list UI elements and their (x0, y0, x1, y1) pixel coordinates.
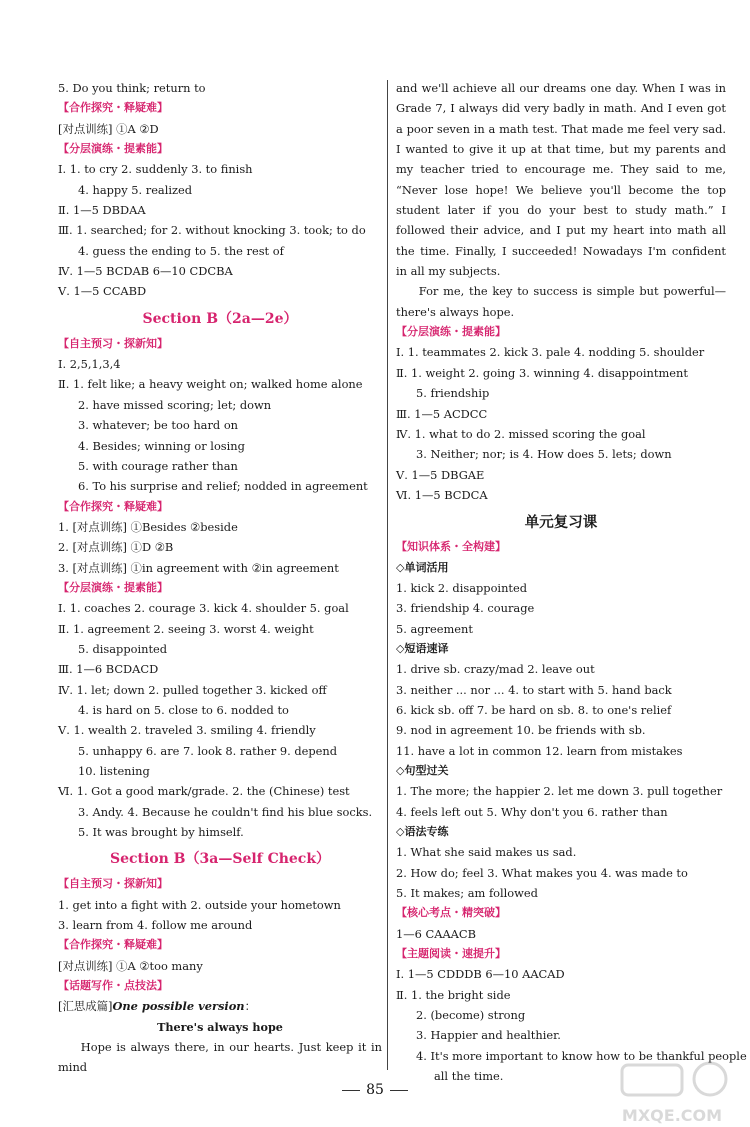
sample-version-line (58, 996, 382, 1016)
section-tag: 【分层演练・提素能】 (58, 580, 168, 594)
answer-line: Ⅵ. 1—5 BCDCA (396, 487, 488, 502)
essay-paragraph-2: For me, the key to success is simple but powerful—there's always hope. (396, 284, 726, 319)
answer-line: 4. happy 5. realized (78, 182, 193, 197)
section-tag: 【分层演练・提素能】 (396, 325, 506, 339)
answer-line: 3. Happier and healthier. (416, 1028, 561, 1043)
answer-line: 11. have a lot in common 12. learn from mistakes (396, 743, 683, 758)
column-divider (387, 80, 388, 1070)
section-tag: 【合作探究・释疑难】 (58, 499, 168, 513)
essay-body: and we'll achieve all our dreams one day. When I was in Grade 7, I always did very badly in math. And I even got a poor seven in a math test. That made me feel very sad. I wanted to give it up at that time, but my parents and my teacher tried to encourage me. They said to me, “Never lose hope! We believe you'll become the top student later if you do your best to study math.” I followed their advice, and I put my heart into math all the time. Finally, I succeeded! Nowadays I'm confident in all my subjects. (396, 81, 726, 279)
answer-line: 4. guess the ending to 5. the rest of (78, 243, 284, 258)
section-tag: 【主题阅读・速提升】 (396, 947, 506, 961)
answer-line: 1. [对点训练] ①Besides ②beside (58, 519, 238, 534)
answer-line: 3. Andy. 4. Because he couldn't find his blue socks. (78, 804, 373, 819)
answer-line: 9. nod in agreement 10. be friends with sb. (396, 723, 646, 738)
section-tag: 【自主预习・探新知】 (58, 877, 168, 891)
answer-line: 1. What she said makes us sad. (396, 845, 577, 860)
answer-line: Ⅴ. 1—5 DBGAE (396, 467, 485, 482)
sample-version-title: One possible version (112, 999, 245, 1014)
answer-line: 2. have missed scoring; let; down (78, 397, 272, 412)
answer-line: Ⅳ. 1. what to do 2. missed scoring the goal (396, 426, 646, 441)
page-number-text: 85 (366, 1082, 384, 1098)
unit-review-heading: 单元复习课 (524, 515, 598, 532)
sample-colon: ： (244, 999, 256, 1014)
answer-line: 5. It was brought by himself. (78, 825, 244, 840)
answer-line: [对点训练] ①A ②too many (58, 958, 203, 973)
answer-line: Ⅲ. 1—6 BCDACD (58, 662, 159, 677)
answer-line: Ⅲ. 1. searched; for 2. without knocking 3. took; to do (58, 223, 366, 238)
answer-line: Ⅱ. 1. agreement 2. seeing 3. worst 4. weight (58, 621, 314, 636)
answer-line: all the time. (434, 1069, 504, 1084)
essay-title: There's always hope (157, 1019, 283, 1034)
subsection-heading: ◇短语速译 (396, 641, 449, 655)
answer-line: 6. kick sb. off 7. be hard on sb. 8. to one's relief (396, 702, 672, 717)
answer-line: Ⅰ. 1—5 CDDDB 6—10 AACAD (396, 967, 565, 982)
section-tag: 【核心考点・精突破】 (396, 906, 506, 920)
answer-line: 3. learn from 4. follow me around (58, 918, 253, 933)
answer-line: 5. It makes; am followed (396, 886, 538, 901)
subsection-heading: ◇语法专练 (396, 825, 449, 839)
answer-line: 1—6 CAAACB (396, 926, 476, 941)
page-dash-right (390, 1090, 408, 1091)
section-heading: Section B（2a—2e） (142, 310, 298, 327)
answer-line: Ⅱ. 1—5 DBDAA (58, 203, 146, 218)
answer-line: Ⅱ. 1. weight 2. going 3. winning 4. disappointment (396, 365, 688, 380)
answer-line: 3. [对点训练] ①in agreement with ②in agreement (58, 560, 339, 575)
answer-line: Ⅰ. 1. coaches 2. courage 3. kick 4. shoulder 5. goal (58, 601, 349, 616)
section-tag: 【合作探究・释疑难】 (58, 101, 168, 115)
essay-paragraph-continued (396, 78, 726, 322)
answer-line: Ⅳ. 1—5 BCDAB 6—10 CDCBA (58, 264, 233, 279)
answer-line: Ⅱ. 1. the bright side (396, 987, 511, 1002)
answer-line: 3. friendship 4. courage (396, 601, 535, 616)
answer-line: Ⅳ. 1. let; down 2. pulled together 3. kicked off (58, 682, 327, 697)
answer-line: 3. whatever; be too hard on (78, 418, 239, 433)
answer-line: 4. feels left out 5. Why don't you 6. rather than (396, 804, 668, 819)
section-tag: 【自主预习・探新知】 (58, 336, 168, 350)
answer-line: 2. (become) strong (416, 1008, 526, 1023)
watermark-logo (602, 1057, 742, 1127)
answer-line: 1. kick 2. disappointed (396, 580, 528, 595)
answer-line: Ⅰ. 1. teammates 2. kick 3. pale 4. nodding 5. shoulder (396, 345, 705, 360)
section-tag: 【话题写作・点技法】 (58, 979, 168, 993)
answer-line: Ⅰ. 2,5,1,3,4 (58, 357, 121, 372)
subsection-heading: ◇单词活用 (396, 560, 449, 574)
answer-line: Ⅵ. 1. Got a good mark/grade. 2. the (Chinese) test (58, 784, 350, 799)
answer-line: 5. friendship (416, 386, 490, 401)
answer-line: 5. Do you think; return to (58, 81, 206, 95)
answer-line: 6. To his surprise and relief; nodded in agreement (78, 479, 368, 494)
answer-line: 3. Neither; nor; is 4. How does 5. lets; down (416, 447, 672, 462)
answer-line: 5. unhappy 6. are 7. look 8. rather 9. depend (78, 743, 338, 758)
answer-line: Ⅴ. 1. wealth 2. traveled 3. smiling 4. friendly (58, 723, 316, 738)
answer-line: 1. The more; the happier 2. let me down 3. pull together (396, 784, 723, 799)
answer-line: 1. get into a fight with 2. outside your hometown (58, 897, 341, 912)
answer-line: Ⅱ. 1. felt like; a heavy weight on; walked home alone (58, 377, 363, 392)
page-dash-left (342, 1090, 360, 1091)
answer-line: Ⅲ. 1—5 ACDCC (396, 406, 488, 421)
answer-line: 5. with courage rather than (78, 458, 238, 473)
subsection-heading: ◇句型过关 (396, 764, 449, 777)
answer-line: 5. disappointed (78, 641, 168, 656)
section-tag: 【分层演练・提素能】 (58, 142, 168, 156)
essay-paragraph-start: Hope is always there, in our hearts. Just keep it in mind (58, 1040, 382, 1075)
answer-line: 1. drive sb. crazy/mad 2. leave out (396, 662, 595, 677)
left-column (58, 78, 382, 1078)
section-tag: 【知识体系・全构建】 (396, 540, 506, 554)
essay-paragraph (58, 1037, 382, 1078)
sample-label: [汇思成篇] (58, 999, 113, 1014)
answer-line: 2. [对点训练] ①D ②B (58, 540, 174, 555)
answer-line: Ⅴ. 1—5 CCABD (58, 284, 147, 299)
answer-line: 2. How do; feel 3. What makes you 4. was made to (396, 865, 688, 880)
answer-line: 4. is hard on 5. close to 6. nodded to (78, 702, 289, 717)
watermark-text: MXQE.COM (621, 1106, 723, 1125)
section-heading: Section B（3a—Self Check） (109, 851, 331, 868)
answer-line: 5. agreement (396, 621, 473, 636)
answer-line: 3. neither ... nor ... 4. to start with 5. hand back (396, 682, 672, 697)
section-tag: 【合作探究・释疑难】 (58, 938, 168, 952)
right-column (396, 78, 747, 1087)
answer-line: [对点训练] ①A ②D (58, 121, 159, 136)
answer-line: 4. Besides; winning or losing (78, 438, 245, 453)
answer-line: 10. listening (78, 764, 150, 778)
answer-line: 4. It's more important to know how to be thankful people (416, 1048, 747, 1063)
answer-line: Ⅰ. 1. to cry 2. suddenly 3. to finish (58, 162, 253, 177)
